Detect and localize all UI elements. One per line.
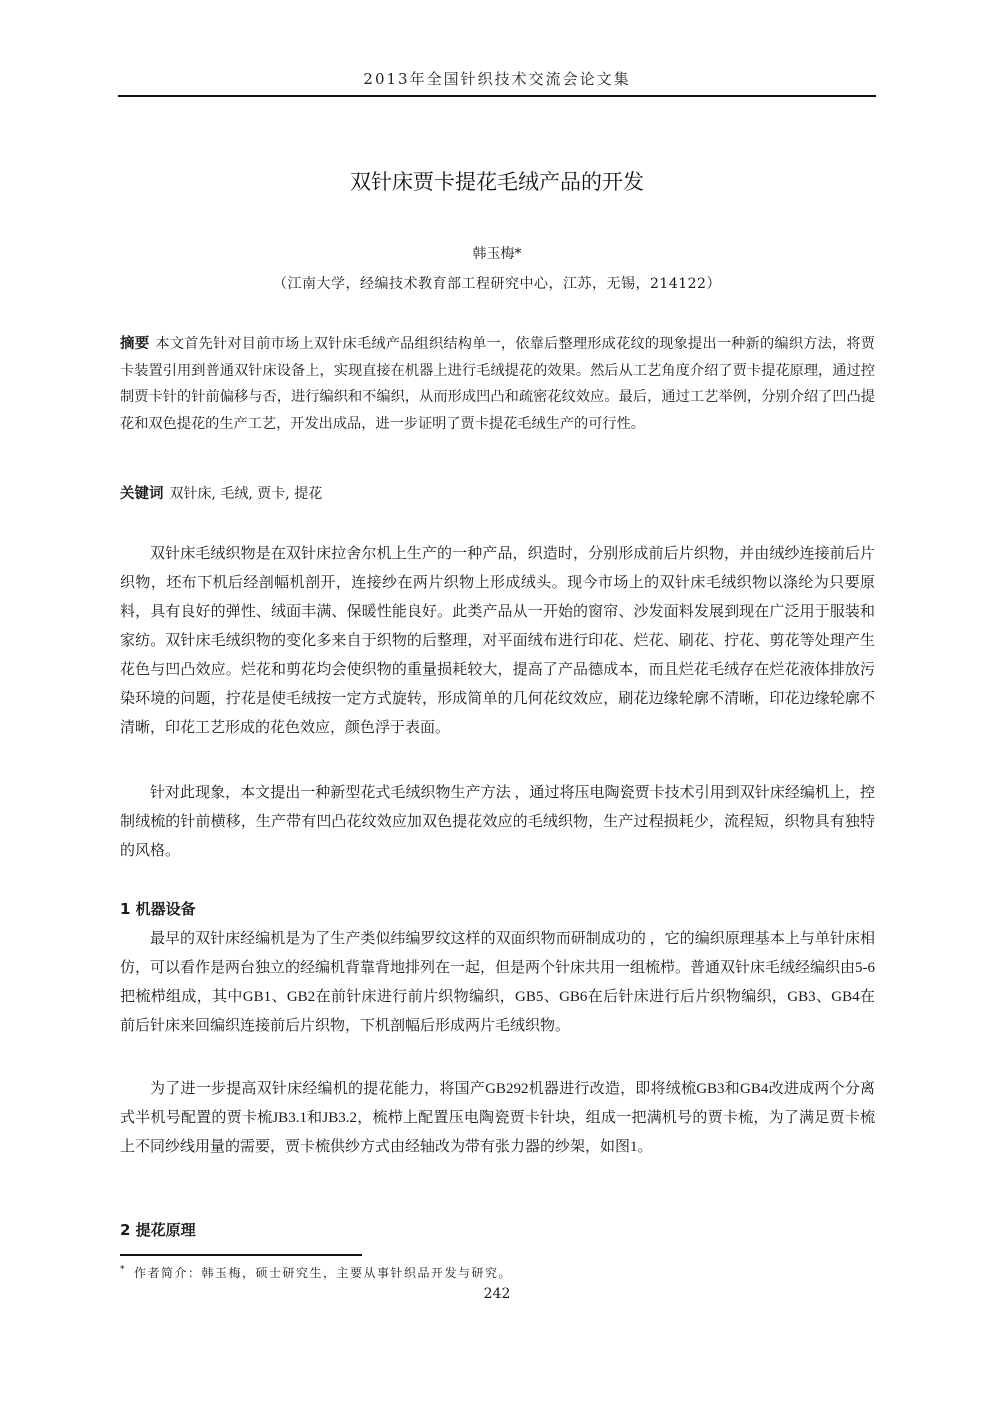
section-1-paragraph-1: 最早的双针床经编机是为了生产类似纬编罗纹这样的双面织物而研制成功的 ，它的编织原理基本上与单针床相仿，可以看作是两台独立的经编机背靠背地排列在一起，但是两个针床共用一组梳栉。普通双针床毛绒经编织由5-6把梳栉组成，其中GB1、GB2在前针床进行前片织物编织，GB5、GB6在后针床进行后片织物编织，GB3、GB4在前后针床来回编织连接前后片织物，下机剖幅后形成两片毛绒织物。 xyxy=(120,931,876,1034)
intro-paragraph-2: 针对此现象，本文提出一种新型花式毛绒织物生产方法 ，通过将压电陶瓷贾卡技术引用到双针床经编机上，控制绒梳的针前横移，生产带有凹凸花纹效应加双色提花效应的毛绒织物，生产过程损耗少，流程短，织物具有独特的风格。 xyxy=(120,785,875,859)
keywords-text: 双针床, 毛绒, 贾卡, 提花 xyxy=(169,486,323,502)
footnote-rule xyxy=(120,1254,362,1256)
footnote-text: 作者简介：韩玉梅，硕士研究生，主要从事针织品开发与研究。 xyxy=(134,1266,513,1280)
abstract-label: 摘要 xyxy=(120,336,150,352)
section-heading-jacquard-principle: 2 提花原理 xyxy=(120,1221,196,1239)
intro-paragraph-1: 双针床毛绒织物是在双针床拉舍尔机上生产的一种产品，织造时，分别形成前后片织物，并由绒纱连接前后片织物，坯布下机后经剖幅机剖开，连接纱在两片织物上形成绒头。现今市场上的双针床毛绒织物以涤纶为只要原料，具有良好的弹性、绒面丰满、保暖性能良好。此类产品从一开始的窗帘、沙发面料发展到现在广泛用于服装和家纺。双针床毛绒织物的变化多来自于织物的后整理，对平面绒布进行印花、烂花、刷花、拧花、剪花等处理产生花色与凹凸效应。烂花和剪花均会使织物的重量损耗较大，提高了产品德成本，而且烂花毛绒存在烂花液体排放污染环境的问题，拧花是使毛绒按一定方式旋转，形成简单的几何花纹效应，刷花边缘轮廓不清晰，印花边缘轮廓不清晰，印花工艺形成的花色效应，颜色浮于表面。 xyxy=(120,546,875,736)
keywords-label: 关键词 xyxy=(120,486,164,502)
footnote-marker: * xyxy=(120,1265,126,1275)
header-rule xyxy=(118,95,876,97)
paper-title: 双针床贾卡提花毛绒产品的开发 xyxy=(350,170,644,194)
author-name: 韩玉梅* xyxy=(472,246,522,262)
page-number: 242 xyxy=(483,1286,511,1302)
section-1-paragraph-2: 为了进一步提高双针床经编机的提花能力，将国产GB292机器进行改造，即将绒梳GB3和GB4改进成两个分离式半机号配置的贾卡梳JB3.1和JB3.2，梳栉上配置压电陶瓷贾卡针块，组成一把满机号的贾卡梳，为了满足贾卡梳上不同纱线用量的需要，贾卡梳供纱方式由经轴改为带有张力器的纱架，如图1。 xyxy=(120,1081,875,1155)
abstract-text: 本文首先针对目前市场上双针床毛绒产品组织结构单一，依靠后整理形成花纹的现象提出一种新的编织方法，将贾卡装置引用到普通双针床设备上，实现直接在机器上进行毛绒提花的效果。然后从工艺角度介绍了贾卡提花原理，通过控制贾卡针的针前偏移与否，进行编织和不编织，从而形成凹凸和疏密花纹效应。最后，通过工艺举例，分别介绍了凹凸提花和双色提花的生产工艺，开发出成品，进一步证明了贾卡提花毛绒生产的可行性。 xyxy=(120,336,875,432)
section-heading-machine-equipment: 1 机器设备 xyxy=(120,900,196,918)
author-affiliation: （江南大学，经编技术教育部工程研究中心，江苏，无锡，214122） xyxy=(273,276,721,292)
keywords xyxy=(120,482,875,503)
footnote xyxy=(120,1264,512,1281)
abstract xyxy=(120,331,875,437)
running-header: 2013年全国针织技术交流会论文集 xyxy=(363,70,631,88)
